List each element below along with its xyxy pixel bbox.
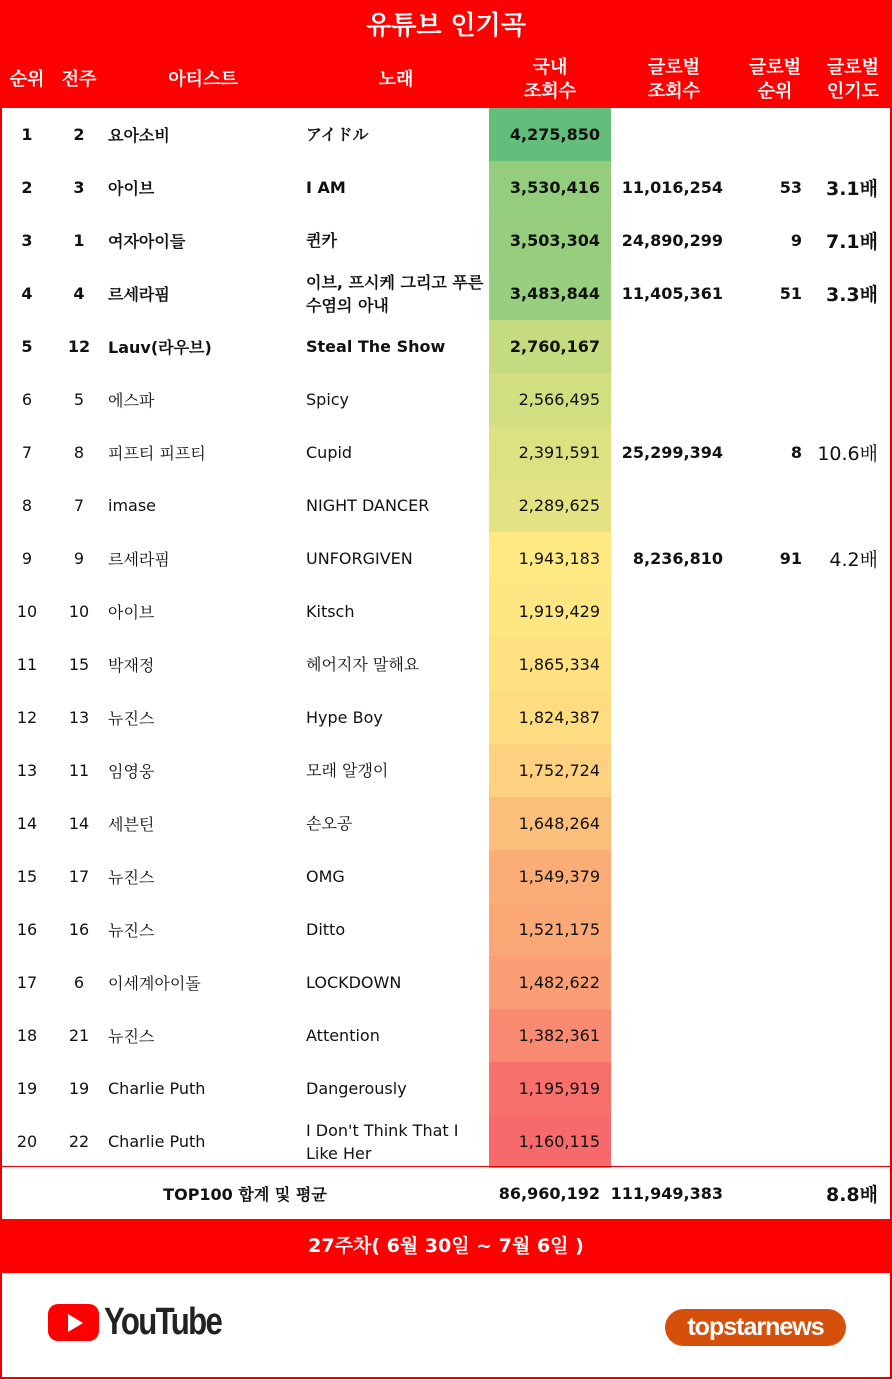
artist-cell: Lauv(라우브)	[108, 338, 212, 357]
global-views-cell	[615, 479, 723, 532]
artist-cell: 피프티 피프티	[108, 444, 206, 463]
artist-cell: Charlie Puth	[108, 1132, 206, 1151]
rank-cell: 12	[16, 708, 38, 727]
popularity-cell	[808, 1062, 878, 1115]
domestic-views-cell: 1,521,175	[489, 903, 611, 956]
domestic-views-cell: 2,760,167	[489, 320, 611, 373]
rank-cell: 4	[21, 284, 33, 303]
total-popularity: 8.8배	[825, 1184, 878, 1206]
domestic-views-cell: 1,943,183	[489, 532, 611, 585]
domestic-views-cell: 1,382,361	[489, 1009, 611, 1062]
table-row	[0, 691, 892, 744]
total-global-views: 111,949,383	[610, 1184, 723, 1203]
song-cell: 모래 알갱이	[306, 761, 389, 780]
prev-rank-cell: 14	[68, 814, 90, 833]
topstarnews-logo: topstarnews	[665, 1309, 846, 1346]
popularity-cell	[808, 320, 878, 373]
header-domestic-views: 국내 조회수	[523, 57, 577, 102]
rank-cell: 11	[16, 655, 38, 674]
global-rank-cell	[740, 691, 802, 744]
global-rank-cell	[740, 1009, 802, 1062]
popularity-cell	[808, 691, 878, 744]
prev-rank-cell: 17	[68, 867, 90, 886]
popularity-cell: 4.2배	[829, 549, 878, 571]
rank-cell: 14	[16, 814, 38, 833]
artist-cell: 뉴진스	[108, 921, 155, 940]
song-cell: NIGHT DANCER	[306, 496, 430, 515]
global-views-cell	[615, 108, 723, 161]
domestic-views-cell: 2,391,591	[489, 426, 611, 479]
global-rank-cell	[740, 108, 802, 161]
youtube-logo	[48, 1302, 247, 1342]
global-views-cell	[615, 956, 723, 1009]
global-rank-cell: 53	[779, 178, 802, 197]
page-title: 유튜브 인기곡	[0, 0, 892, 52]
global-views-cell	[615, 850, 723, 903]
global-views-cell	[615, 373, 723, 426]
popularity-cell	[808, 1115, 878, 1168]
global-rank-cell: 51	[779, 284, 802, 303]
period-banner: 27주차( 6월 30일 ~ 7월 6일 )	[0, 1219, 892, 1273]
artist-cell: 요아소비	[108, 126, 170, 145]
domestic-views-cell: 1,919,429	[489, 585, 611, 638]
artist-cell: 르세라핌	[108, 550, 170, 569]
artist-cell: 르세라핌	[108, 285, 170, 304]
song-cell: Kitsch	[306, 602, 355, 621]
prev-rank-cell: 8	[73, 443, 85, 462]
table-row	[0, 1115, 892, 1168]
artist-cell: 아이브	[108, 603, 155, 622]
global-rank-cell	[740, 585, 802, 638]
global-views-cell	[615, 1115, 723, 1168]
song-cell: Hype Boy	[306, 708, 383, 727]
table-header	[0, 52, 892, 108]
header-prev: 전주	[61, 69, 97, 90]
rank-cell: 10	[16, 602, 38, 621]
header-popularity: 글로벌 인기도	[826, 57, 880, 102]
rank-cell: 7	[21, 443, 33, 462]
global-views-cell: 24,890,299	[621, 231, 723, 250]
global-rank-cell	[740, 956, 802, 1009]
artist-cell: imase	[108, 496, 157, 515]
popularity-cell	[808, 638, 878, 691]
header-song: 노래	[378, 69, 414, 90]
table-row	[0, 744, 892, 797]
artist-cell: 뉴진스	[108, 709, 155, 728]
song-cell: 헤어지자 말해요	[306, 655, 420, 674]
domestic-views-cell: 3,530,416	[489, 161, 611, 214]
global-views-cell	[615, 903, 723, 956]
table-row	[0, 108, 892, 161]
global-views-cell	[615, 1009, 723, 1062]
table-row	[0, 797, 892, 850]
prev-rank-cell: 16	[68, 920, 90, 939]
artist-cell: 뉴진스	[108, 1027, 155, 1046]
domestic-views-cell: 1,824,387	[489, 691, 611, 744]
prev-rank-cell: 3	[73, 178, 85, 197]
popularity-cell	[808, 479, 878, 532]
table-row	[0, 585, 892, 638]
rank-cell: 3	[21, 231, 33, 250]
table-row	[0, 1062, 892, 1115]
domestic-views-cell: 1,195,919	[489, 1062, 611, 1115]
song-cell: 손오공	[306, 814, 353, 833]
table-row	[0, 1009, 892, 1062]
table-row	[0, 320, 892, 373]
song-cell: I Don't Think That I Like Her	[306, 1120, 459, 1163]
prev-rank-cell: 1	[73, 231, 85, 250]
artist-cell: 여자아이들	[108, 232, 186, 251]
total-domestic-views: 86,960,192	[498, 1184, 600, 1203]
domestic-views-cell: 1,160,115	[489, 1115, 611, 1168]
global-rank-cell	[740, 850, 802, 903]
global-views-cell	[615, 320, 723, 373]
popularity-cell	[808, 585, 878, 638]
song-cell: Dangerously	[306, 1079, 407, 1098]
global-rank-cell	[740, 1115, 802, 1168]
global-views-cell	[615, 691, 723, 744]
header-global-rank: 글로벌 순위	[748, 57, 802, 102]
prev-rank-cell: 19	[68, 1079, 90, 1098]
global-rank-cell	[740, 320, 802, 373]
prev-rank-cell: 2	[73, 125, 85, 144]
global-views-cell	[615, 638, 723, 691]
song-cell: Spicy	[306, 390, 350, 409]
youtube-wordmark: YouTube	[104, 1300, 222, 1343]
song-cell: I AM	[306, 178, 346, 197]
global-views-cell	[615, 744, 723, 797]
global-rank-cell	[740, 1062, 802, 1115]
popularity-cell	[808, 373, 878, 426]
song-cell: Cupid	[306, 443, 353, 462]
rank-cell: 6	[21, 390, 33, 409]
domestic-views-cell: 1,482,622	[489, 956, 611, 1009]
popularity-cell	[808, 1009, 878, 1062]
popularity-cell: 7.1배	[825, 231, 878, 253]
artist-cell: 임영웅	[108, 762, 155, 781]
global-rank-cell	[740, 638, 802, 691]
popularity-cell	[808, 744, 878, 797]
rank-cell: 16	[16, 920, 38, 939]
artist-cell: 이세계아이돌	[108, 974, 201, 993]
rank-cell: 1	[21, 125, 33, 144]
artist-cell: 뉴진스	[108, 868, 155, 887]
rank-cell: 9	[21, 549, 33, 568]
domestic-views-cell: 2,566,495	[489, 373, 611, 426]
rank-cell: 20	[16, 1132, 38, 1151]
domestic-views-cell: 3,483,844	[489, 267, 611, 320]
global-views-cell	[615, 797, 723, 850]
popularity-cell	[808, 797, 878, 850]
rank-cell: 2	[21, 178, 33, 197]
prev-rank-cell: 13	[68, 708, 90, 727]
song-cell: LOCKDOWN	[306, 973, 402, 992]
popularity-cell	[808, 903, 878, 956]
prev-rank-cell: 7	[73, 496, 85, 515]
song-cell: Ditto	[306, 920, 346, 939]
table-row	[0, 532, 892, 585]
header-rank: 순위	[9, 69, 45, 90]
global-rank-cell: 91	[779, 549, 802, 568]
domestic-views-cell: 4,275,850	[489, 108, 611, 161]
popularity-cell: 3.1배	[825, 178, 878, 200]
rank-cell: 13	[16, 761, 38, 780]
domestic-views-cell: 1,865,334	[489, 638, 611, 691]
table-row	[0, 850, 892, 903]
artist-cell: Charlie Puth	[108, 1079, 206, 1098]
global-views-cell: 25,299,394	[621, 443, 723, 462]
prev-rank-cell: 15	[68, 655, 90, 674]
global-rank-cell: 8	[790, 443, 802, 462]
song-cell: アイドル	[306, 125, 369, 144]
table-row	[0, 426, 892, 479]
table-row	[0, 161, 892, 214]
global-rank-cell	[740, 744, 802, 797]
domestic-views-cell: 2,289,625	[489, 479, 611, 532]
table-row	[0, 479, 892, 532]
popularity-cell: 10.6배	[817, 443, 878, 465]
popularity-cell	[808, 108, 878, 161]
rank-cell: 5	[21, 337, 33, 356]
total-label: TOP100 합계 및 평균	[163, 1185, 327, 1204]
song-cell: OMG	[306, 867, 345, 886]
prev-rank-cell: 9	[73, 549, 85, 568]
song-cell: UNFORGIVEN	[306, 549, 413, 568]
song-cell: Attention	[306, 1026, 380, 1045]
header-global-views: 글로벌 조회수	[647, 57, 701, 102]
domestic-views-cell: 1,648,264	[489, 797, 611, 850]
prev-rank-cell: 12	[67, 337, 91, 356]
prev-rank-cell: 21	[68, 1026, 90, 1045]
artist-cell: 세븐틴	[108, 815, 155, 834]
table-row	[0, 638, 892, 691]
table-row	[0, 267, 892, 320]
rank-cell: 8	[21, 496, 33, 515]
popularity-cell: 3.3배	[825, 284, 878, 306]
popularity-cell	[808, 850, 878, 903]
domestic-views-cell: 1,549,379	[489, 850, 611, 903]
prev-rank-cell: 5	[73, 390, 85, 409]
prev-rank-cell: 22	[68, 1132, 90, 1151]
rank-cell: 15	[16, 867, 38, 886]
table-row	[0, 214, 892, 267]
global-views-cell: 8,236,810	[632, 549, 723, 568]
rank-cell: 18	[16, 1026, 38, 1045]
youtube-play-icon	[48, 1304, 99, 1341]
artist-cell: 에스파	[108, 391, 155, 410]
artist-cell: 아이브	[108, 179, 155, 198]
domestic-views-cell: 3,503,304	[489, 214, 611, 267]
song-cell: Steal The Show	[306, 337, 446, 356]
prev-rank-cell: 4	[73, 284, 85, 303]
prev-rank-cell: 10	[68, 602, 90, 621]
global-rank-cell	[740, 373, 802, 426]
table-row	[0, 956, 892, 1009]
rank-cell: 19	[16, 1079, 38, 1098]
rank-cell: 17	[16, 973, 38, 992]
total-row	[0, 1166, 892, 1219]
global-rank-cell	[740, 903, 802, 956]
table-row	[0, 373, 892, 426]
global-rank-cell: 9	[790, 231, 802, 250]
prev-rank-cell: 11	[68, 761, 90, 780]
artist-cell: 박재정	[108, 656, 155, 675]
global-views-cell	[615, 1062, 723, 1115]
global-rank-cell	[740, 797, 802, 850]
domestic-views-cell: 1,752,724	[489, 744, 611, 797]
global-views-cell: 11,016,254	[621, 178, 723, 197]
popularity-cell	[808, 956, 878, 1009]
header-artist: 아티스트	[168, 69, 238, 90]
song-cell: 퀸카	[306, 231, 337, 250]
global-rank-cell	[740, 479, 802, 532]
song-cell: 이브, 프시케 그리고 푸른 수염의 아내	[306, 272, 484, 315]
prev-rank-cell: 6	[73, 973, 85, 992]
table-row	[0, 903, 892, 956]
global-views-cell	[615, 585, 723, 638]
global-views-cell: 11,405,361	[621, 284, 723, 303]
